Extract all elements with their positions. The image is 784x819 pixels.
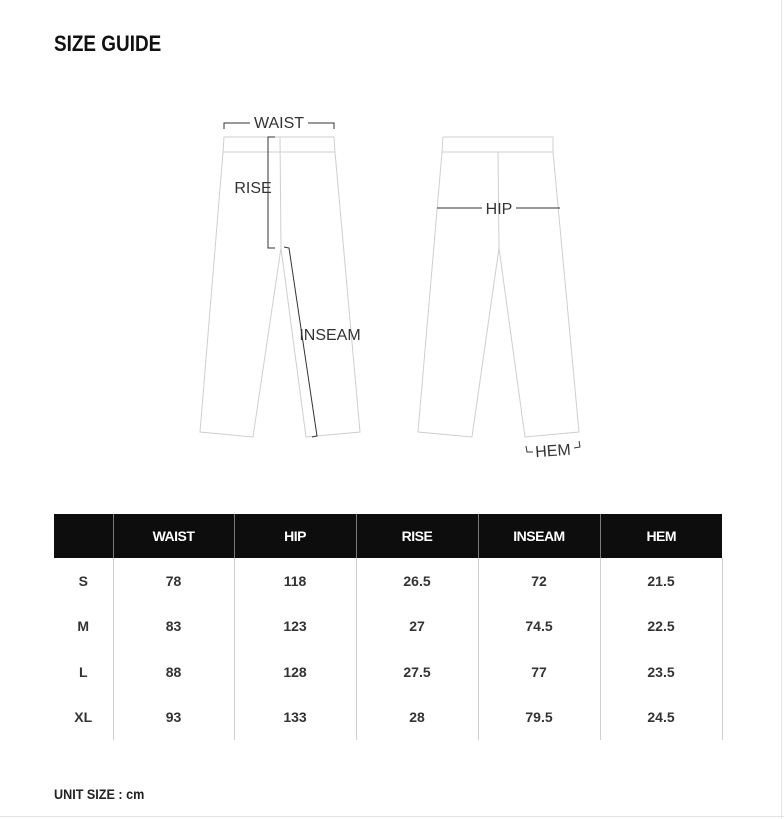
table-row [54, 604, 722, 650]
inseam-cell: 72 [478, 558, 600, 604]
rise-cell: 26.5 [356, 558, 478, 604]
size-cell: L [78, 663, 88, 680]
front-measure-lines [224, 123, 334, 437]
waist-cell: 88 [113, 649, 234, 695]
header-waist: WAIST [113, 514, 234, 558]
front-pants-drawing [200, 137, 360, 437]
size-cell: XL [74, 709, 93, 726]
hem-cell: 23.5 [600, 649, 722, 695]
hem-cell: 24.5 [600, 695, 722, 741]
inseam-cell: 79.5 [478, 695, 600, 741]
rise-cell: 27 [356, 604, 478, 650]
hem-cell: 21.5 [600, 558, 722, 604]
header-hem: HEM [600, 514, 722, 558]
back-measure-lines [437, 208, 580, 452]
table-row [54, 649, 722, 695]
size-table [54, 514, 723, 740]
hip-cell: 133 [234, 695, 356, 741]
size-cell: S [78, 572, 88, 589]
page-title: SIZE GUIDE [54, 31, 162, 56]
waist-cell: 78 [113, 558, 234, 604]
rise-cell: 28 [356, 695, 478, 741]
hem-cell: 22.5 [600, 604, 722, 650]
hip-cell: 128 [234, 649, 356, 695]
inseam-cell: 77 [478, 649, 600, 695]
inseam-cell: 74.5 [478, 604, 600, 650]
header-inseam: INSEAM [478, 514, 600, 558]
table-row [54, 695, 722, 741]
table-row [54, 558, 722, 604]
header-size [54, 514, 113, 558]
hip-cell: 118 [234, 558, 356, 604]
back-pants-drawing [418, 137, 579, 437]
hem-label: HEM [534, 441, 572, 462]
page-bottom-border [0, 816, 784, 817]
header-rise: RISE [356, 514, 478, 558]
rise-cell: 27.5 [356, 649, 478, 695]
rise-label: RISE [234, 180, 272, 197]
unit-note: UNIT SIZE : cm [54, 786, 145, 802]
inseam-label: INSEAM [299, 327, 361, 344]
table-header-row [54, 514, 722, 558]
size-cell: M [77, 618, 90, 635]
waist-label: WAIST [253, 115, 305, 132]
hip-cell: 123 [234, 604, 356, 650]
waist-cell: 93 [113, 695, 234, 741]
hip-label: HIP [485, 201, 513, 218]
header-hip: HIP [234, 514, 356, 558]
waist-cell: 83 [113, 604, 234, 650]
